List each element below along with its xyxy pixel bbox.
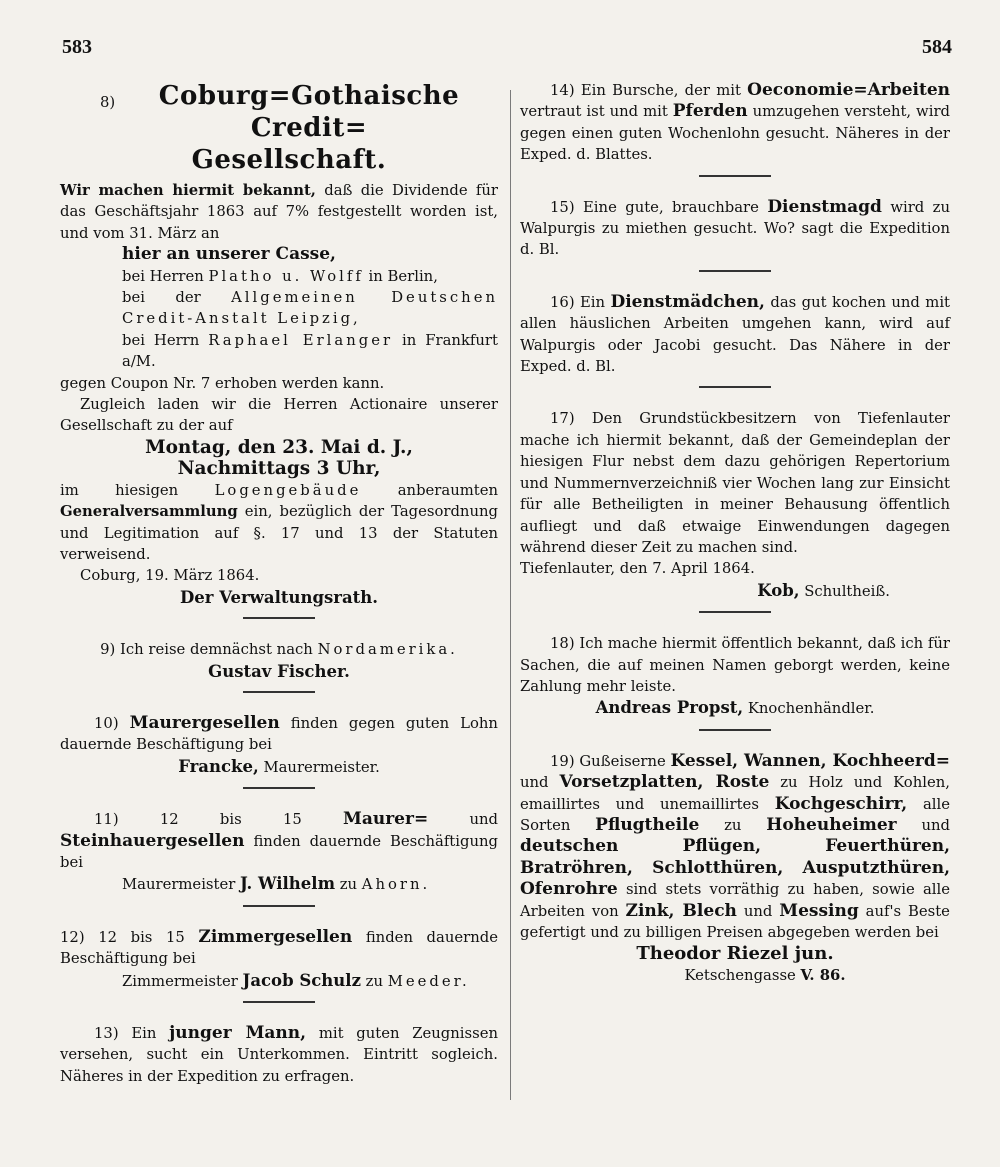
t: deutschen Pflügen, Feuerthüren, Bratröhren, Schlotthüren, Ausputzthüren, Ofenrohre <box>520 836 950 900</box>
t: bei Herren <box>122 267 204 285</box>
notice-10-trade: Maurergesellen <box>129 712 280 733</box>
t: V. 86. <box>800 966 846 984</box>
notice-11-trade: Steinhauergesellen <box>60 830 245 851</box>
t: mit guten Zeugnissen versehen, sucht ein Unterkommen. Eintritt sogleich. Näheres in der Expedition zu erfragen. <box>60 1025 498 1085</box>
t: in Berlin, <box>368 267 438 285</box>
separator <box>699 270 771 272</box>
notice-11-place: Ahorn. <box>361 876 431 894</box>
notice-9-destination: Nordamerika. <box>317 641 458 659</box>
t: in Frankfurt a/M. <box>122 331 498 371</box>
notice-8-place-date: Coburg, 19. März 1864. <box>80 567 260 585</box>
t: Hoheuheimer <box>766 814 897 835</box>
notice-17-place-date: Tiefenlauter, den 7. April 1864. <box>520 560 755 578</box>
t: umzugehen versteht, wird gegen einen guten Wochenlohn gesucht. Näheres in der Exped. d. Blattes. <box>520 103 950 164</box>
notice-18-text: 18) Ich mache hiermit öffentlich bekannt, daß ich für Sachen, die auf meinen Namen geborgt werden, keine Zahlung mehr leiste. <box>520 635 950 695</box>
notice-8-title-line1: Coburg=Gothaische Credit= <box>158 81 460 143</box>
notice-12-trade: Zimmergesellen <box>198 926 353 947</box>
t: Zink, Blech <box>625 900 737 921</box>
notice-9 <box>60 639 498 682</box>
separator <box>699 611 771 613</box>
notice-8-frankfurt <box>60 330 498 373</box>
t: 12) 12 bis 15 <box>60 928 185 946</box>
meeting-name: Generalversammlung <box>60 503 238 521</box>
t: Kochgeschirr, <box>774 793 908 814</box>
separator <box>243 1001 315 1003</box>
bank-name-frankfurt: Raphael Erlanger <box>208 331 394 349</box>
notice-10-signature <box>60 756 498 778</box>
notice-8-coupon: gegen Coupon Nr. 7 erhoben werden kann. <box>60 374 385 392</box>
notice-14 <box>520 80 950 166</box>
notice-12-master: Jacob Schulz <box>242 970 361 990</box>
t: Ketschengasse <box>684 966 796 984</box>
t: Messing <box>779 900 859 921</box>
notice-8-meeting-time: Nachmittags 3 Uhr, <box>177 458 381 480</box>
t: Zimmermeister <box>122 972 238 990</box>
t: Vorsetzplatten, Roste <box>559 772 770 793</box>
t: bei Herrn <box>122 331 200 349</box>
t: bei der <box>122 289 201 307</box>
notice-19 <box>520 751 950 986</box>
t: 10) <box>94 714 119 732</box>
bank-name-berlin: Platho u. Wolff <box>208 267 364 285</box>
separator <box>243 905 315 907</box>
t: 14) Ein Bursche, der mit <box>550 82 741 99</box>
notice-11-master: J. Wilhelm <box>240 874 336 894</box>
notice-14-work: Oeconomie=Arbeiten <box>747 80 950 100</box>
t: 11) 12 bis 15 <box>94 811 302 829</box>
t: das gut kochen und mit allen häuslichen Arbeiten umgehen kann, wird auf Walpurgis oder Jacobi gesucht. Das Nähere in der Exped. d. Bl. <box>520 293 950 376</box>
t: Maurermeister <box>122 876 236 894</box>
t: Maurer= <box>343 809 429 830</box>
t: zu Holz und Kohlen, emaillirtes und unemaillirtes <box>520 774 950 813</box>
notice-16-subject: Dienstmädchen, <box>610 291 765 312</box>
t: alle Sorten <box>520 795 950 834</box>
t: 13) Ein <box>94 1025 157 1042</box>
t: zu <box>365 972 383 990</box>
separator <box>243 617 315 619</box>
notice-12 <box>60 927 498 992</box>
t: anberaumten <box>397 481 498 499</box>
separator <box>699 386 771 388</box>
t: Schultheiß. <box>804 582 890 600</box>
t: und <box>743 902 773 920</box>
t: zu <box>724 816 742 834</box>
t: Pflugtheile <box>595 814 700 835</box>
notice-8-title-line2: Gesellschaft. <box>191 145 387 175</box>
t: finden dauernde Beschäftigung bei <box>60 928 498 968</box>
bank-name-leipzig: Allgemeinen Deutschen Credit-Anstalt Leipzig, <box>122 289 498 328</box>
notice-17 <box>520 408 950 602</box>
left-column <box>60 80 498 1087</box>
notice-8-leipzig <box>60 287 498 330</box>
right-column <box>520 80 950 986</box>
notice-13 <box>60 1023 498 1087</box>
t: und <box>921 816 950 834</box>
column-divider <box>510 90 511 1100</box>
t: auf's Beste gefertigt und zu billigen Preisen abgegeben werden bei <box>520 902 950 941</box>
notice-8-signature: Der Verwaltungsrath. <box>179 587 379 607</box>
notice-19-signature: Theodor Riezel jun. <box>636 943 834 965</box>
t: zu <box>339 876 358 894</box>
notice-8-meeting-date: Montag, den 23. Mai d. J., <box>145 436 413 458</box>
notice-9-text: 9) Ich reise demnächst nach <box>100 641 313 659</box>
t: und <box>520 774 549 792</box>
t: 19) Gußeiserne <box>550 752 666 770</box>
t: Kessel, Wannen, Kochheerd= <box>670 750 950 771</box>
notice-10 <box>60 713 498 778</box>
separator <box>699 729 771 731</box>
t: und <box>469 811 498 829</box>
notice-11 <box>60 809 498 896</box>
separator <box>243 691 315 693</box>
page-number-right: 584 <box>922 36 952 58</box>
notice-8-berlin <box>60 266 498 287</box>
notice-15 <box>520 197 950 261</box>
notice-8-paragraph-1 <box>60 180 498 244</box>
notice-8-dividend: daß die Dividende für das Geschäftsjahr 1863 auf 7% festgestellt worden ist, und vom 31. März an <box>60 182 498 242</box>
notice-8-paragraph-3 <box>60 480 498 566</box>
notice-13-subject: junger Mann, <box>169 1023 307 1043</box>
notice-19-address <box>520 965 950 986</box>
notice-8-lead: Wir machen hiermit bekannt, <box>60 182 316 199</box>
t: Francke, <box>178 756 259 776</box>
t: vertraut ist und mit <box>520 103 668 121</box>
notice-17-signature <box>520 580 950 602</box>
t: Maurermeister. <box>263 758 380 776</box>
venue: Logengebäude <box>214 481 362 499</box>
notice-8-paragraph-2: Zugleich laden wir die Herren Actionaire unserer Gesellschaft zu der auf <box>60 396 498 435</box>
t: wird zu Walpurgis zu miethen gesucht. Wo? sagt die Expedition d. Bl. <box>520 198 950 259</box>
notice-12-place: Meeder. <box>387 972 470 990</box>
separator <box>243 787 315 789</box>
t: Andreas Propst, <box>595 698 744 718</box>
notice-17-text: 17) Den Grundstückbesitzern von Tiefenlauter mache ich hiermit bekannt, daß der Gemeindeplan der hiesigen Flur nebst dem dazu gehörigen Repertorium und Nummernverzeichniß vier Wochen lang zur Einsicht für alle Betheiligten in meiner Behausung öffentlich aufliegt und daß etwaige Einwendungen dagegen während dieser Zeit zu machen sind. <box>520 410 950 556</box>
t: Knochenhändler. <box>747 700 875 718</box>
notice-18 <box>520 633 950 720</box>
page-number-left: 583 <box>62 36 92 58</box>
t: 15) Eine gute, brauchbare <box>550 198 759 216</box>
t: finden gegen guten Lohn dauernde Beschäftigung bei <box>60 714 498 754</box>
t: Kob, <box>757 580 800 600</box>
notice-15-subject: Dienstmagd <box>767 196 882 217</box>
notice-8-number: 8) <box>100 94 116 111</box>
t: 16) Ein <box>550 293 606 311</box>
t: ein, bezüglich der Tagesordnung und Legitimation auf §. 17 und 13 der Statuten verweisend. <box>60 503 498 563</box>
separator <box>699 175 771 177</box>
notice-8 <box>60 80 498 608</box>
t: im hiesigen <box>60 481 179 499</box>
notice-18-signature <box>520 697 950 719</box>
notice-9-signature: Gustav Fischer. <box>208 661 350 681</box>
t: finden dauernde Beschäftigung bei <box>60 832 498 871</box>
notice-16 <box>520 292 950 378</box>
notice-8-here: hier an unserer Casse, <box>122 244 336 265</box>
notice-14-horses: Pferden <box>672 101 748 122</box>
t: sind stets vorräthig zu haben, sowie alle Arbeiten von <box>520 881 950 920</box>
